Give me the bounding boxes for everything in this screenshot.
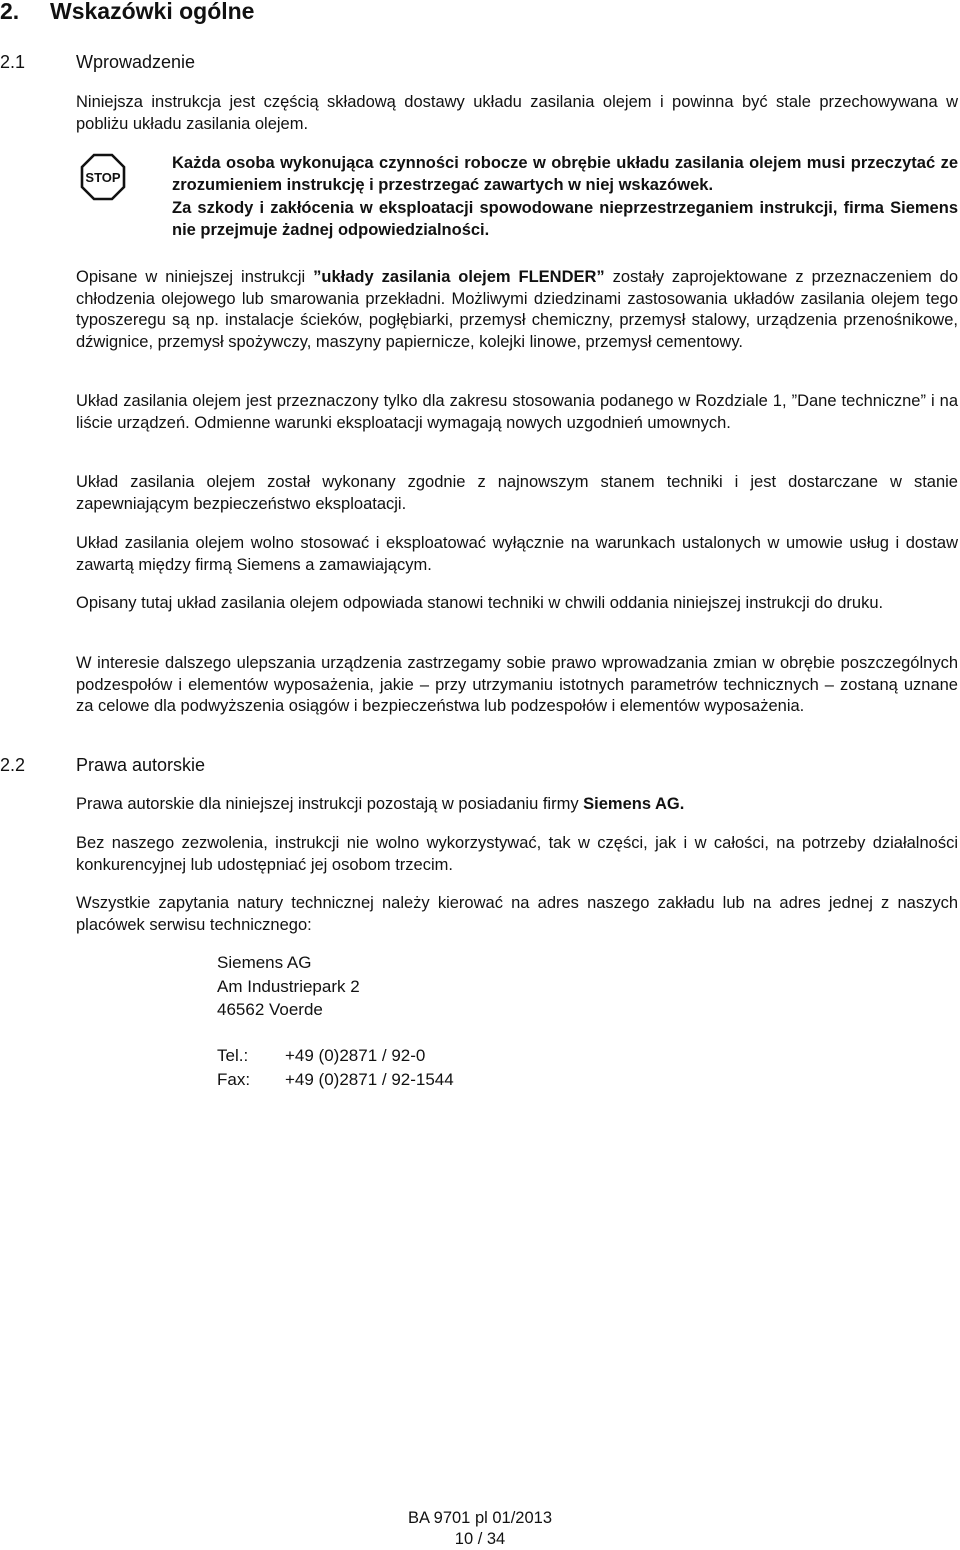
text-run: zostały zaprojektowane z przeznaczeniem do chłodzenia olejowego lub smarowania przekładni. Możliwymi dziedzinami zastosowania układów zasilania olejem tego typoszeregu są np. instalacje ścieków, pogłębiarki, przemysł chemiczny, przemysł stalowy, urządzenia przenośnikowe, dźwignice, przemysł spożywczy, maszyny papiernicze, kolejki linowe, przemysł cementowy. — [76, 268, 959, 351]
tel-number: +49 (0)2871 / 92-0 — [285, 1046, 426, 1065]
product-name: ”układy zasilania olejem FLENDER” — [313, 268, 605, 286]
section-heading — [0, 0, 254, 25]
paragraph: Opisany tutaj układ zasilania olejem odpowiada stanowi techniki w chwili oddania niniejszej instrukcji do druku. — [76, 594, 884, 612]
paragraph: Wszystkie zapytania natury technicznej należy kierować na adres naszego zakładu lub na adres jednej z naszych placówek serwisu technicznego: — [76, 894, 958, 934]
paragraph: Układ zasilania olejem został wykonany zgodnie z najnowszym stanem techniki i jest dostarczane w stanie zapewniającym bezpieczeństwo eksploatacji. — [76, 473, 958, 513]
fax-number: +49 (0)2871 / 92-1544 — [285, 1069, 454, 1089]
page-number: 10 / 34 — [454, 1530, 506, 1548]
contact-block — [217, 1044, 454, 1091]
address-city: 46562 Voerde — [217, 1000, 323, 1019]
paragraph: Bez naszego zezwolenia, instrukcji nie wolno wykorzystywać, tak w części, jak i w całości, na potrzeby działalności konkurencyjnej lub udostępniać jej osobom trzecim. — [76, 834, 958, 874]
subsection-number: 2.1 — [0, 52, 26, 72]
address-company: Siemens AG — [217, 953, 312, 972]
paragraph — [76, 794, 958, 816]
section-title: Wskazówki ogólne — [50, 0, 255, 24]
paragraph: Niniejsza instrukcja jest częścią składową dostawy układu zasilania olejem i powinna być stale przechowywana w pobliżu układu zasilania olejem. — [76, 93, 958, 133]
tel-label: Tel.: — [217, 1046, 249, 1065]
stop-label: STOP — [85, 170, 121, 185]
subsection-number: 2.2 — [0, 755, 26, 775]
section-number: 2. — [0, 0, 20, 24]
address-street: Am Industriepark 2 — [217, 976, 360, 996]
paragraph: W interesie dalszego ulepszania urządzenia zastrzegamy sobie prawo wprowadzania zmian w obrębie poszczególnych podzespołów i elementów wyposażenia, jakie – przy utrzymaniu istotnych parametrów technicznych – zostaną uznane za celowe dla podwyższenia osiągów i bezpieczeństwa lub podzespołów i elementów wyposażenia. — [76, 654, 958, 715]
paragraph: Układ zasilania olejem jest przeznaczony tylko dla zakresu stosowania podanego w Rozdziale 1, ”Dane techniczne” i na liście urządzeń. Odmienne warunki eksploatacji wymagają nowych uzgodnień umownych. — [76, 392, 958, 432]
subsection-title: Prawa autorskie — [76, 755, 206, 775]
page-footer — [0, 1508, 960, 1550]
paragraph — [76, 267, 958, 353]
company-name: Siemens AG. — [583, 795, 685, 813]
subsection-title: Wprowadzenie — [76, 52, 196, 72]
paragraph: Układ zasilania olejem wolno stosować i eksploatować wyłącznie na warunkach ustalonych w umowie usług i dostaw zawartą między firmą Siemens a zamawiającym. — [76, 534, 958, 574]
document-id: BA 9701 pl 01/2013 — [407, 1509, 553, 1527]
contact-tel — [217, 1044, 454, 1068]
fax-label: Fax: — [217, 1069, 251, 1089]
subsection-heading-copyright — [0, 755, 205, 776]
warning-text-1: Każda osoba wykonująca czynności robocze w obrębie układu zasilania olejem musi przeczytać ze zrozumieniem instrukcję i przestrzegać zawartych w niej wskazówek. — [172, 154, 958, 194]
subsection-heading-intro — [0, 52, 195, 73]
text-run: Opisane w niniejszej instrukcji — [76, 268, 314, 286]
address-block — [217, 951, 360, 1022]
text-run: Prawa autorskie dla niniejszej instrukcji pozostają w posiadaniu firmy — [76, 795, 584, 813]
contact-fax — [217, 1068, 454, 1092]
warning-text-2: Za szkody i zakłócenia w eksploatacji spowodowane nieprzestrzeganiem instrukcji, firma Siemens nie przejmuje żadnej odpowiedzialności. — [172, 199, 958, 239]
stop-sign-icon — [80, 153, 126, 201]
